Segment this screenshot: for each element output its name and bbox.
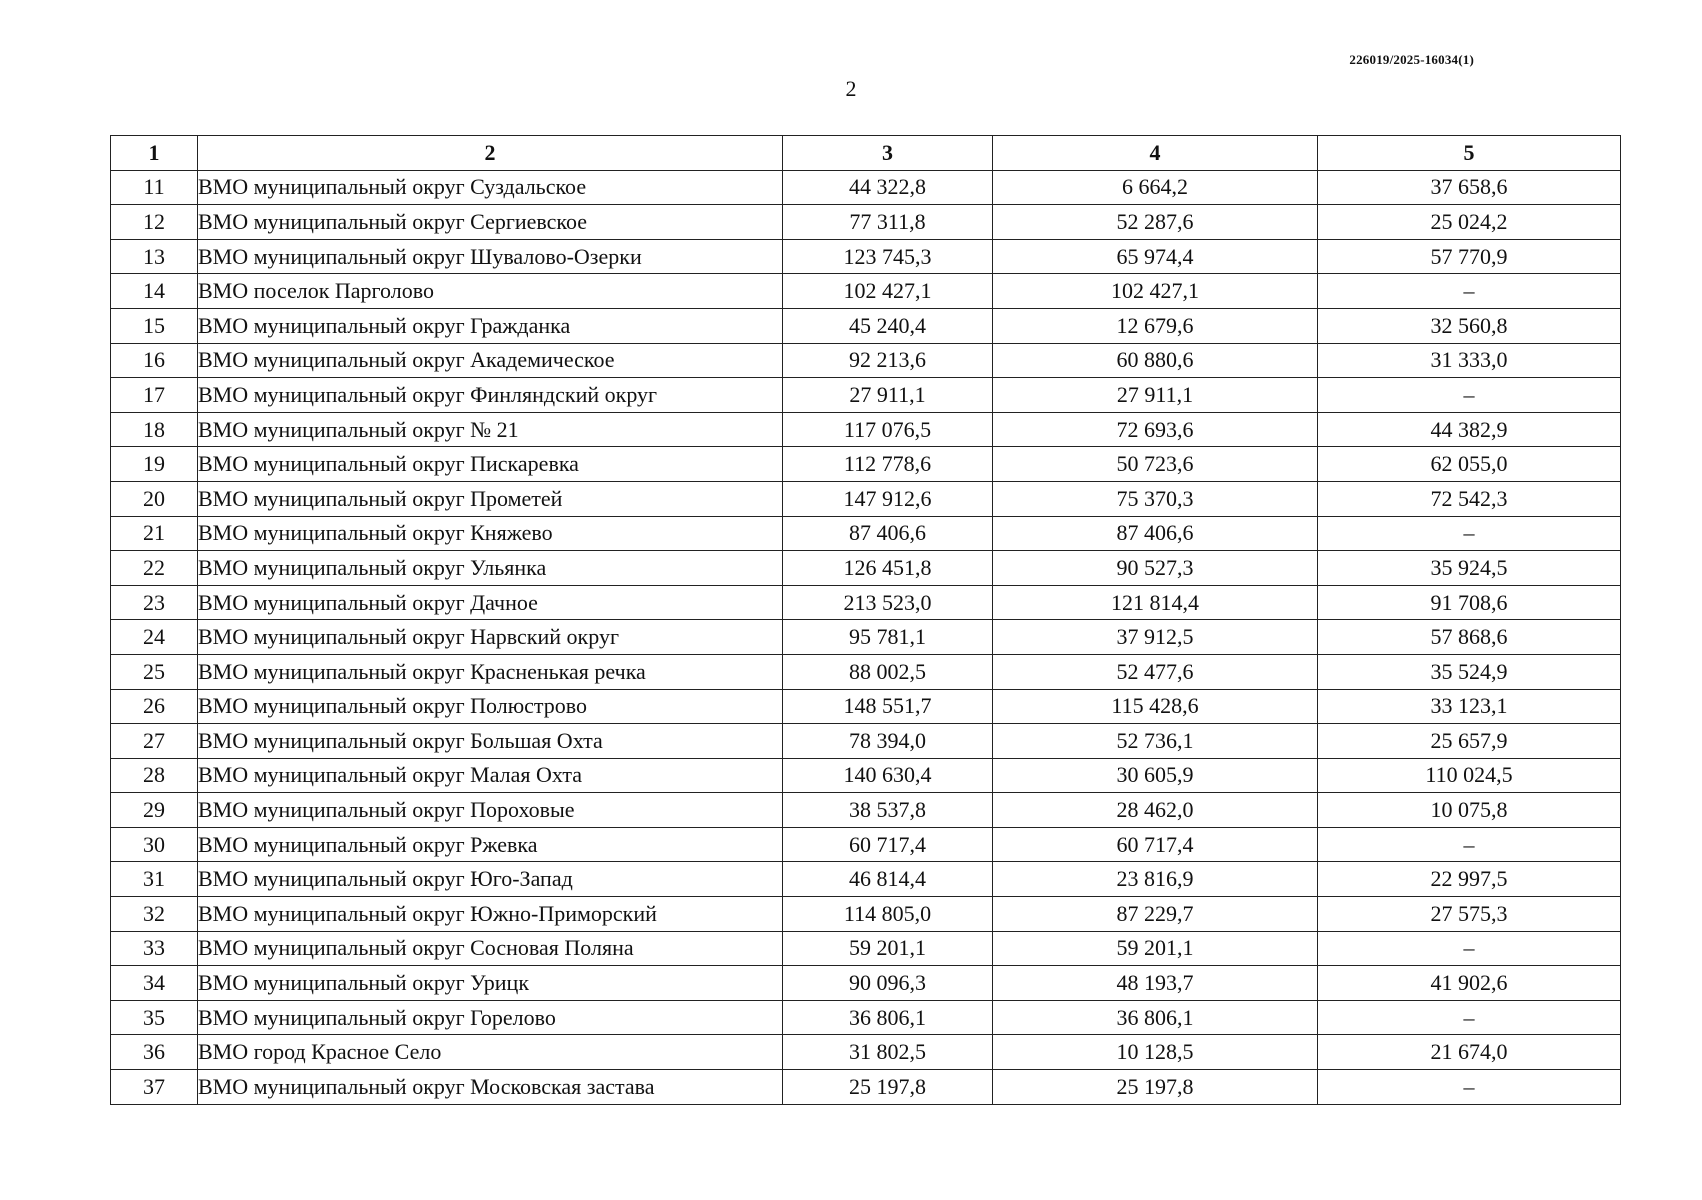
value-column-5-cell: 44 382,9 — [1318, 412, 1621, 447]
value-column-4-cell: 23 816,9 — [993, 862, 1318, 897]
value-column-5-cell: 57 770,9 — [1318, 239, 1621, 274]
row-number-cell: 32 — [111, 897, 198, 932]
value-column-3-cell: 117 076,5 — [783, 412, 993, 447]
table-row — [111, 1035, 1621, 1070]
column-header-4: 4 — [993, 136, 1318, 171]
row-number-cell: 26 — [111, 689, 198, 724]
row-number-cell: 37 — [111, 1070, 198, 1105]
value-column-3-cell: 140 630,4 — [783, 758, 993, 793]
value-column-3-cell: 112 778,6 — [783, 447, 993, 482]
table-row — [111, 205, 1621, 240]
row-number-cell: 11 — [111, 170, 198, 205]
table-row — [111, 724, 1621, 759]
value-column-4-cell: 65 974,4 — [993, 239, 1318, 274]
value-column-3-cell: 102 427,1 — [783, 274, 993, 309]
municipality-name-cell: ВМО муниципальный округ Большая Охта — [198, 724, 783, 759]
column-header-2: 2 — [198, 136, 783, 171]
municipality-name-cell: ВМО муниципальный округ Дачное — [198, 585, 783, 620]
value-column-4-cell: 121 814,4 — [993, 585, 1318, 620]
value-column-3-cell: 31 802,5 — [783, 1035, 993, 1070]
value-column-5-cell: 33 123,1 — [1318, 689, 1621, 724]
row-number-cell: 31 — [111, 862, 198, 897]
value-column-4-cell: 27 911,1 — [993, 378, 1318, 413]
value-column-4-cell: 52 477,6 — [993, 654, 1318, 689]
value-column-4-cell: 12 679,6 — [993, 308, 1318, 343]
row-number-cell: 14 — [111, 274, 198, 309]
value-column-3-cell: 78 394,0 — [783, 724, 993, 759]
table-row — [111, 897, 1621, 932]
table-row — [111, 966, 1621, 1001]
value-column-4-cell: 6 664,2 — [993, 170, 1318, 205]
value-column-4-cell: 59 201,1 — [993, 931, 1318, 966]
value-column-3-cell: 114 805,0 — [783, 897, 993, 932]
municipality-name-cell: ВМО муниципальный округ Академическое — [198, 343, 783, 378]
value-column-5-cell: – — [1318, 516, 1621, 551]
column-header-1: 1 — [111, 136, 198, 171]
value-column-5-cell: – — [1318, 1070, 1621, 1105]
value-column-3-cell: 123 745,3 — [783, 239, 993, 274]
value-column-3-cell: 213 523,0 — [783, 585, 993, 620]
table-row — [111, 378, 1621, 413]
value-column-3-cell: 46 814,4 — [783, 862, 993, 897]
municipality-name-cell: ВМО муниципальный округ Суздальское — [198, 170, 783, 205]
row-number-cell: 13 — [111, 239, 198, 274]
municipality-name-cell: ВМО город Красное Село — [198, 1035, 783, 1070]
value-column-3-cell: 126 451,8 — [783, 551, 993, 586]
value-column-5-cell: 37 658,6 — [1318, 170, 1621, 205]
value-column-5-cell: – — [1318, 1000, 1621, 1035]
value-column-5-cell: – — [1318, 931, 1621, 966]
value-column-4-cell: 28 462,0 — [993, 793, 1318, 828]
row-number-cell: 25 — [111, 654, 198, 689]
value-column-3-cell: 44 322,8 — [783, 170, 993, 205]
value-column-5-cell: – — [1318, 378, 1621, 413]
table-row — [111, 170, 1621, 205]
value-column-4-cell: 10 128,5 — [993, 1035, 1318, 1070]
municipality-name-cell: ВМО муниципальный округ Горелово — [198, 1000, 783, 1035]
municipality-name-cell: ВМО муниципальный округ Урицк — [198, 966, 783, 1001]
row-number-cell: 29 — [111, 793, 198, 828]
page-number: 2 — [845, 76, 857, 101]
table-header-row — [111, 136, 1621, 171]
row-number-cell: 16 — [111, 343, 198, 378]
value-column-3-cell: 147 912,6 — [783, 481, 993, 516]
municipality-name-cell: ВМО муниципальный округ Московская застава — [198, 1070, 783, 1105]
row-number-cell: 22 — [111, 551, 198, 586]
value-column-3-cell: 60 717,4 — [783, 827, 993, 862]
value-column-4-cell: 48 193,7 — [993, 966, 1318, 1001]
value-column-5-cell: 10 075,8 — [1318, 793, 1621, 828]
table-row — [111, 585, 1621, 620]
document-registration-number: 226019/2025-16034(1) — [1349, 52, 1474, 67]
value-column-5-cell: 35 924,5 — [1318, 551, 1621, 586]
value-column-3-cell: 59 201,1 — [783, 931, 993, 966]
table-row — [111, 689, 1621, 724]
column-header-3: 3 — [783, 136, 993, 171]
value-column-3-cell: 45 240,4 — [783, 308, 993, 343]
value-column-3-cell: 90 096,3 — [783, 966, 993, 1001]
value-column-5-cell: 91 708,6 — [1318, 585, 1621, 620]
value-column-5-cell: 31 333,0 — [1318, 343, 1621, 378]
table-row — [111, 827, 1621, 862]
municipality-name-cell: ВМО муниципальный округ Финляндский округ — [198, 378, 783, 413]
municipality-name-cell: ВМО муниципальный округ Прометей — [198, 481, 783, 516]
row-number-cell: 35 — [111, 1000, 198, 1035]
municipality-name-cell: ВМО муниципальный округ Ульянка — [198, 551, 783, 586]
row-number-cell: 23 — [111, 585, 198, 620]
row-number-cell: 20 — [111, 481, 198, 516]
row-number-cell: 19 — [111, 447, 198, 482]
value-column-5-cell: 32 560,8 — [1318, 308, 1621, 343]
value-column-5-cell: 35 524,9 — [1318, 654, 1621, 689]
table-row — [111, 308, 1621, 343]
table-row — [111, 931, 1621, 966]
municipality-name-cell: ВМО муниципальный округ Полюстрово — [198, 689, 783, 724]
municipality-name-cell: ВМО муниципальный округ Ржевка — [198, 827, 783, 862]
column-header-5: 5 — [1318, 136, 1621, 171]
value-column-3-cell: 95 781,1 — [783, 620, 993, 655]
value-column-3-cell: 92 213,6 — [783, 343, 993, 378]
row-number-cell: 33 — [111, 931, 198, 966]
value-column-3-cell: 87 406,6 — [783, 516, 993, 551]
value-column-4-cell: 75 370,3 — [993, 481, 1318, 516]
municipality-name-cell: ВМО муниципальный округ Юго-Запад — [198, 862, 783, 897]
value-column-3-cell: 25 197,8 — [783, 1070, 993, 1105]
table-header — [111, 136, 1621, 171]
municipality-name-cell: ВМО муниципальный округ № 21 — [198, 412, 783, 447]
table-row — [111, 793, 1621, 828]
value-column-4-cell: 30 605,9 — [993, 758, 1318, 793]
table-row — [111, 343, 1621, 378]
table-row — [111, 239, 1621, 274]
row-number-cell: 28 — [111, 758, 198, 793]
row-number-cell: 34 — [111, 966, 198, 1001]
value-column-5-cell: 62 055,0 — [1318, 447, 1621, 482]
row-number-cell: 27 — [111, 724, 198, 759]
table-body — [111, 170, 1621, 1104]
value-column-4-cell: 72 693,6 — [993, 412, 1318, 447]
value-column-4-cell: 87 229,7 — [993, 897, 1318, 932]
value-column-3-cell: 77 311,8 — [783, 205, 993, 240]
value-column-4-cell: 87 406,6 — [993, 516, 1318, 551]
value-column-5-cell: 57 868,6 — [1318, 620, 1621, 655]
row-number-cell: 21 — [111, 516, 198, 551]
value-column-4-cell: 25 197,8 — [993, 1070, 1318, 1105]
municipality-name-cell: ВМО муниципальный округ Сосновая Поляна — [198, 931, 783, 966]
table-row — [111, 1070, 1621, 1105]
municipality-name-cell: ВМО муниципальный округ Южно-Приморский — [198, 897, 783, 932]
value-column-4-cell: 52 736,1 — [993, 724, 1318, 759]
value-column-5-cell: – — [1318, 274, 1621, 309]
value-column-3-cell: 27 911,1 — [783, 378, 993, 413]
municipality-name-cell: ВМО муниципальный округ Красненькая речка — [198, 654, 783, 689]
value-column-4-cell: 115 428,6 — [993, 689, 1318, 724]
value-column-5-cell: 27 575,3 — [1318, 897, 1621, 932]
row-number-cell: 17 — [111, 378, 198, 413]
value-column-5-cell: 41 902,6 — [1318, 966, 1621, 1001]
value-column-5-cell: 25 024,2 — [1318, 205, 1621, 240]
municipality-name-cell: ВМО муниципальный округ Шувалово-Озерки — [198, 239, 783, 274]
value-column-4-cell: 60 717,4 — [993, 827, 1318, 862]
table-row — [111, 481, 1621, 516]
value-column-5-cell: – — [1318, 827, 1621, 862]
value-column-5-cell: 25 657,9 — [1318, 724, 1621, 759]
budget-table — [110, 135, 1621, 1105]
value-column-5-cell: 110 024,5 — [1318, 758, 1621, 793]
row-number-cell: 15 — [111, 308, 198, 343]
value-column-5-cell: 22 997,5 — [1318, 862, 1621, 897]
municipality-name-cell: ВМО муниципальный округ Пороховые — [198, 793, 783, 828]
row-number-cell: 30 — [111, 827, 198, 862]
municipality-name-cell: ВМО муниципальный округ Княжево — [198, 516, 783, 551]
municipality-name-cell: ВМО поселок Парголово — [198, 274, 783, 309]
municipality-name-cell: ВМО муниципальный округ Сергиевское — [198, 205, 783, 240]
table-row — [111, 620, 1621, 655]
value-column-3-cell: 88 002,5 — [783, 654, 993, 689]
municipality-name-cell: ВМО муниципальный округ Пискаревка — [198, 447, 783, 482]
municipality-name-cell: ВМО муниципальный округ Малая Охта — [198, 758, 783, 793]
value-column-3-cell: 148 551,7 — [783, 689, 993, 724]
row-number-cell: 36 — [111, 1035, 198, 1070]
value-column-5-cell: 21 674,0 — [1318, 1035, 1621, 1070]
value-column-4-cell: 36 806,1 — [993, 1000, 1318, 1035]
value-column-4-cell: 102 427,1 — [993, 274, 1318, 309]
value-column-3-cell: 38 537,8 — [783, 793, 993, 828]
row-number-cell: 12 — [111, 205, 198, 240]
value-column-4-cell: 37 912,5 — [993, 620, 1318, 655]
table-row — [111, 1000, 1621, 1035]
row-number-cell: 24 — [111, 620, 198, 655]
table-row — [111, 551, 1621, 586]
value-column-3-cell: 36 806,1 — [783, 1000, 993, 1035]
value-column-4-cell: 90 527,3 — [993, 551, 1318, 586]
value-column-4-cell: 50 723,6 — [993, 447, 1318, 482]
table-row — [111, 274, 1621, 309]
value-column-4-cell: 52 287,6 — [993, 205, 1318, 240]
municipality-name-cell: ВМО муниципальный округ Гражданка — [198, 308, 783, 343]
row-number-cell: 18 — [111, 412, 198, 447]
table-row — [111, 447, 1621, 482]
table-row — [111, 758, 1621, 793]
value-column-5-cell: 72 542,3 — [1318, 481, 1621, 516]
municipality-name-cell: ВМО муниципальный округ Нарвский округ — [198, 620, 783, 655]
table-row — [111, 862, 1621, 897]
table-row — [111, 516, 1621, 551]
table-row — [111, 654, 1621, 689]
table-row — [111, 412, 1621, 447]
value-column-4-cell: 60 880,6 — [993, 343, 1318, 378]
